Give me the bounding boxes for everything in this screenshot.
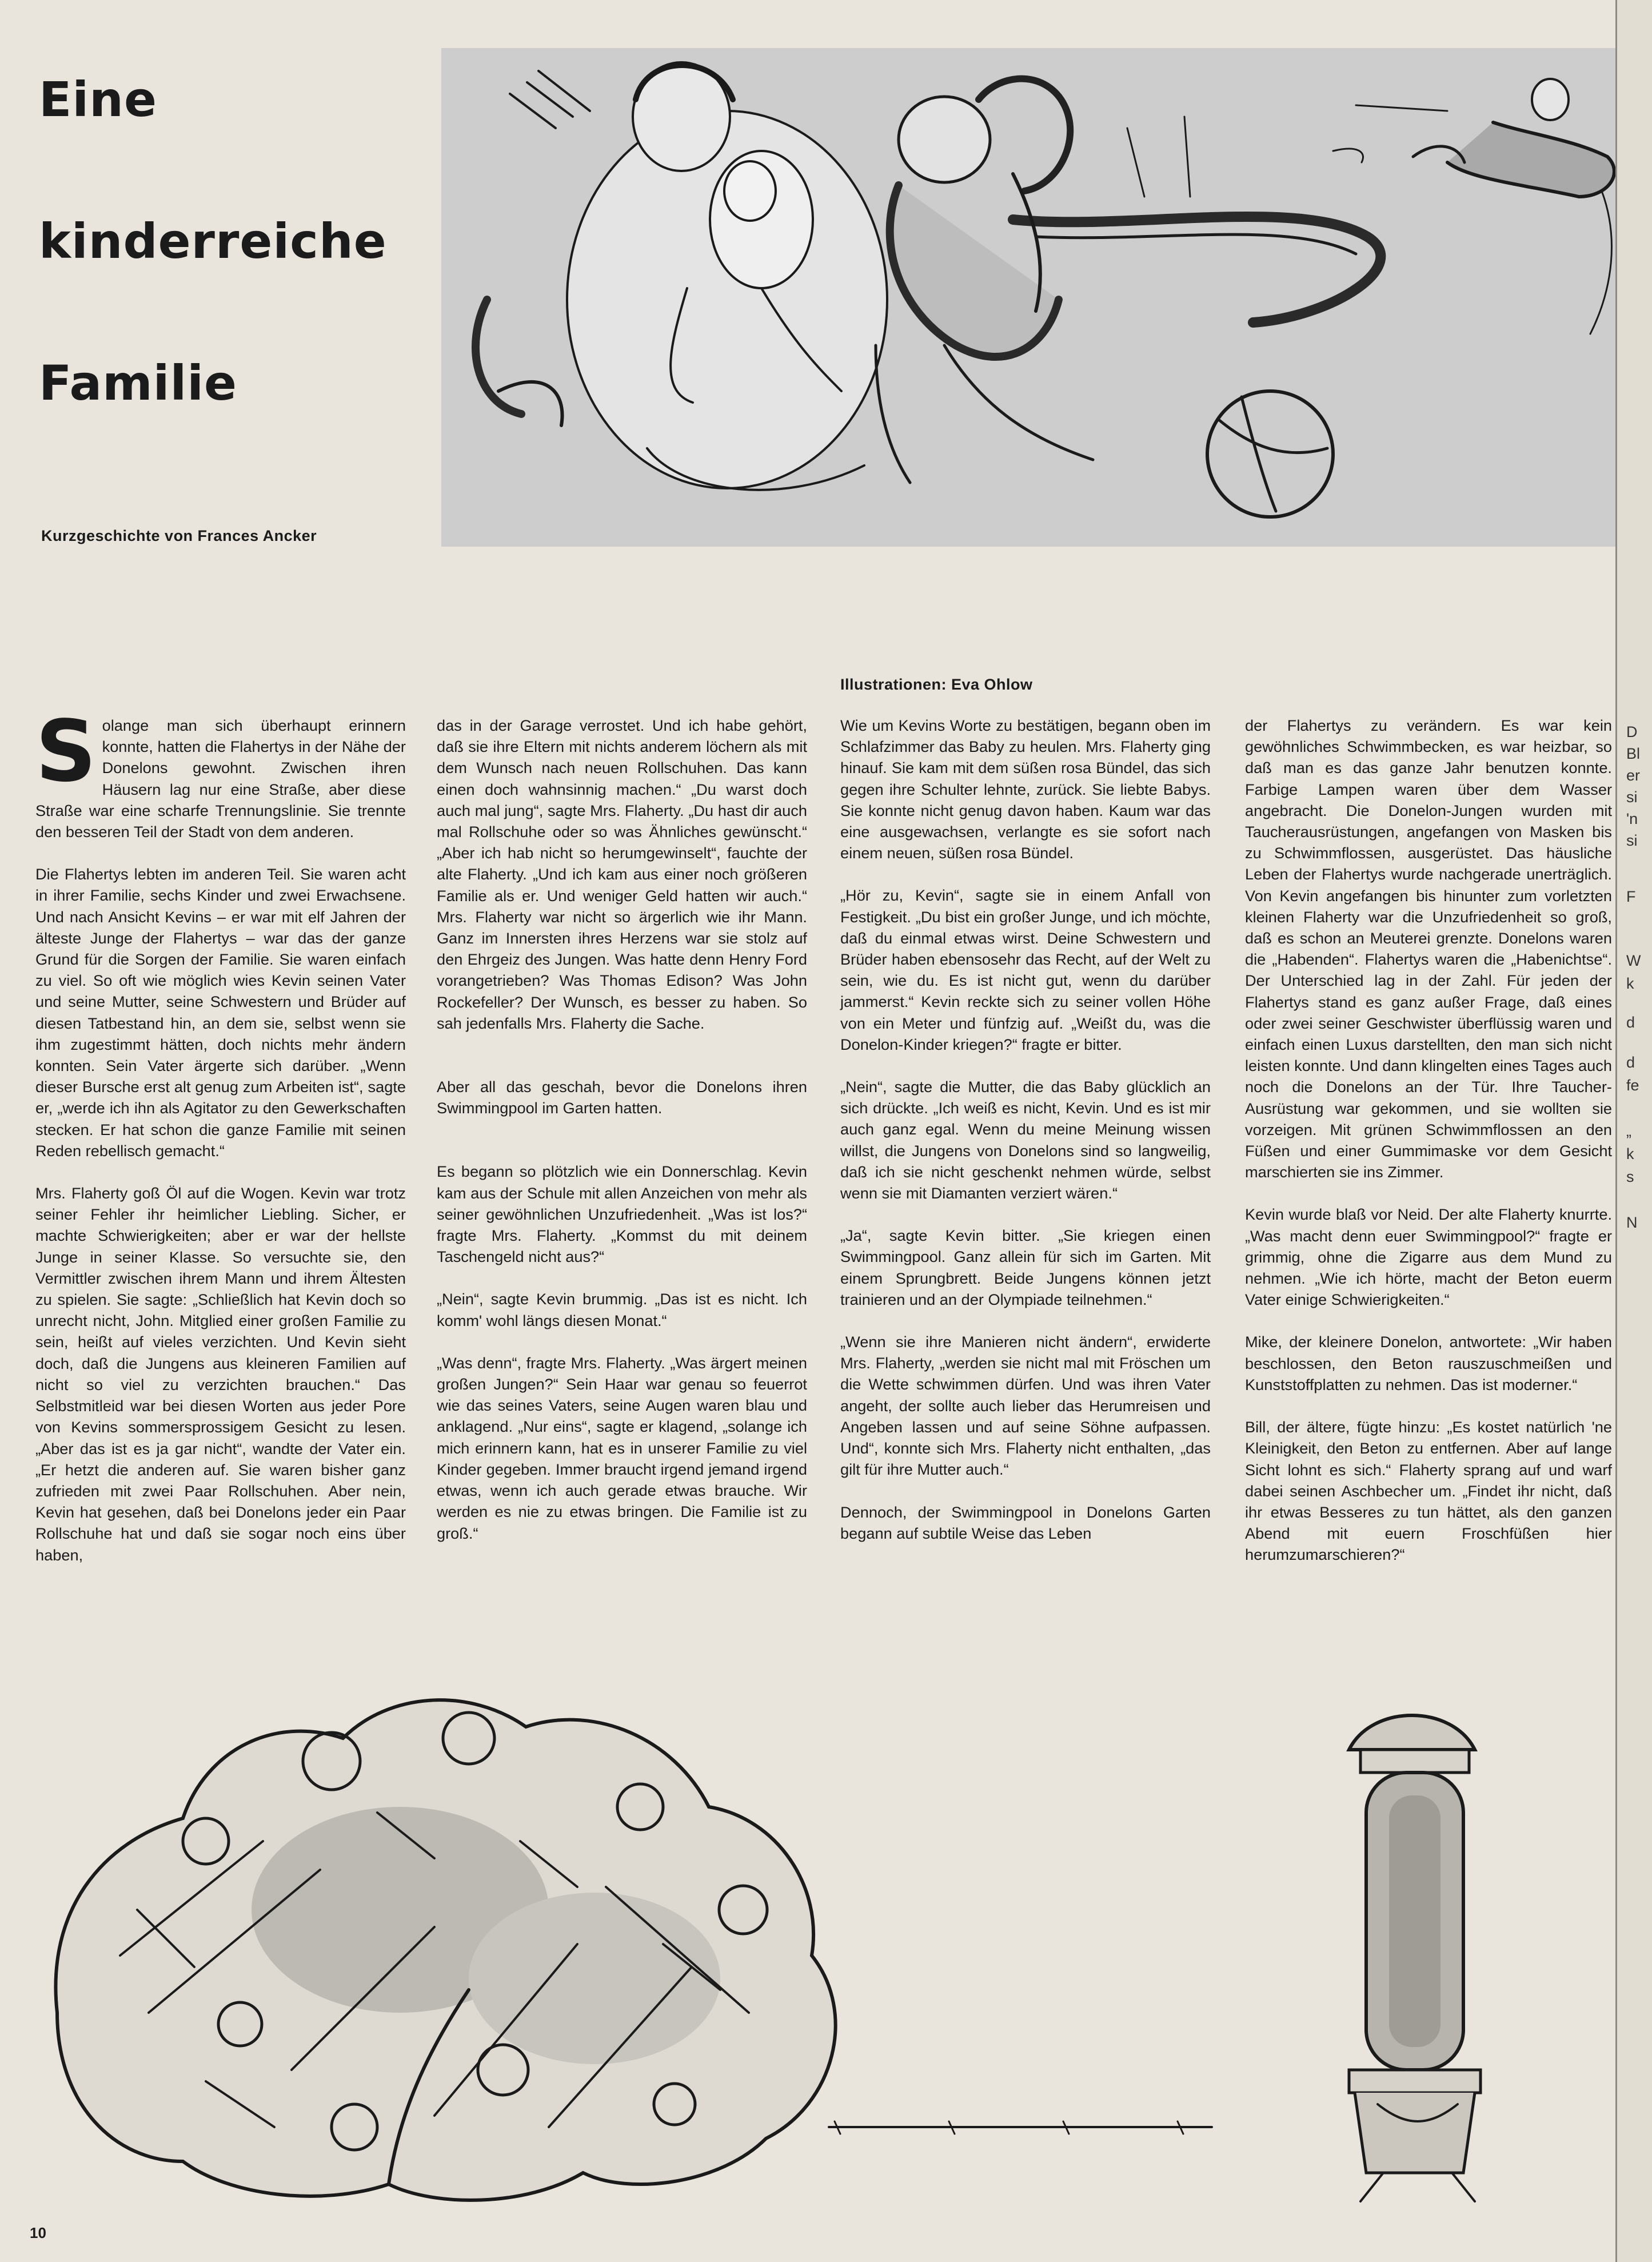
paragraph: Wie um Kevins Worte zu bestätigen, begann oben im Schlafzimmer das Baby zu heulen. Mrs. Flaherty ging hinauf. Sie kam mit dem süßen rosa Bündel, das sich gegen ihre Schulter lehnte, zurück. Sie liebte Babys. Sie konnte nicht genug davon haben. Kaum war das eine ausgewachsen, verlangte es sie sofort nach einem neuen, süßen rosa Bündel.	[840, 716, 1211, 862]
text-column-4	[1245, 715, 1612, 1587]
page-number: 10	[30, 2224, 46, 2241]
adjacent-page-fragment: fe	[1626, 1077, 1639, 1094]
headline	[39, 29, 405, 454]
text-column-1	[35, 702, 406, 1587]
paragraph: „Hör zu, Kevin“, sagte sie in einem Anfall von Festigkeit. „Du bist ein großer Junge, und ich möchte, daß du einmal etwas wirst. Deine Schwestern und Brüder haben ebensosehr das Recht, auf der Welt zu sein, wie du. Es ist nicht gut, wenn du darüber jammerst.“ Kevin reckte sich zu seiner vollen Höhe von ein Meter und fünfzig auf. „Weißt du, was die Donelon-Kinder kriegen?“ fragte er bitter.	[840, 886, 1211, 1053]
paragraph: das in der Garage verrostet. Und ich habe gehört, daß sie ihre Eltern mit nichts anderem löchern als mit dem Wunsch nach neuen Rollschuhen. Das kann einen doch wahnsinnig machen.“ „Du warst doch auch mal jung“, sagte Mrs. Flaherty. „Du hast dir auch mal Rollschuhe oder so was Ähnliches gewünscht.“ „Aber ich hab nicht so herumgewinselt“, fauchte der alte Flaherty. „Und ich kam aus einer noch größeren Familie als er. Und weniger Geld hatten wir auch.“ Mrs. Flaherty war nicht so ärgerlich wie ihr Mann. Ganz im Innersten ihres Herzens war sie stolz auf den Ehrgeiz des Jungen. Was hatte denn Henry Ford vorangetrieben? Was Thomas Edison? Was John Rockefeller? Der Wunsch, es besser zu haben. So sah jedenfalls Mrs. Flaherty die Sache.	[437, 716, 807, 1032]
adjacent-page-fragment: D	[1626, 723, 1638, 740]
adjacent-page-fragment: k	[1626, 1145, 1634, 1162]
paragraph: Mrs. Flaherty goß Öl auf die Wogen. Kevin war trotz seiner Fehler ihr heimlicher Liebling. Sicher, er machte Schwierigkeiten; aber er war der hellste Junge in seiner Klasse. So versuchte sie, den Vermittler zwischen ihrem Mann und ihrem Ältesten zu spielen. Sie sagte: „Schließlich hat Kevin doch so unrecht nicht, John. Mitglied einer großen Familie zu sein, heißt auf vieles verzichten. Und Kevin sieht doch, daß die Jungens aus kleineren Familien auf nicht so viel zu verzichten brauchen.“ Das Selbstmitleid war bei diesen Worten aus jeder Pore von Kevins sommersprossigem Gesicht zu lesen. „Aber das ist es ja gar nicht“, wandte der Vater ein. „Er hetzt die anderen auf. Sie waren bisher ganz zufrieden mit zwei Paar Rollschuhen. Aber nein, Kevin hat gesehen, daß bei Donelons jeder ein Paar Rollschuhe hat und daß sie sogar noch eins über haben,	[35, 1184, 406, 1564]
text-column-2	[437, 715, 807, 1565]
paragraph: „Wenn sie ihre Manieren nicht ändern“, erwiderte Mrs. Flaherty, „werden sie nicht mal mit Fröschen um die Wette schwimmen dürfen. Und was ihren Vater angeht, der sollte auch lieber das Herumreisen und Angeben lassen und auf seine Söhne aufpassen. Und“, konnte sich Mrs. Flaherty nicht enthalten, „das gilt für ihre Mutter auch.“	[840, 1333, 1211, 1479]
headline-line: Eine	[39, 71, 157, 128]
adjacent-page-fragment: k	[1626, 975, 1634, 992]
adjacent-page-fragment: d	[1626, 1014, 1635, 1031]
paragraph: olange man sich überhaupt erinnern konnte, hatten die Flahertys in der Nähe der Donelons gewohnt. Zwischen ihren Häusern lag nur eine Straße, aber diese Straße war eine scharfe Trennungslinie. Sie trennte den besseren Teil der Stadt von dem anderen.	[35, 716, 406, 841]
adjacent-page-fragment: er	[1626, 767, 1641, 784]
adjacent-page-fragment: si	[1626, 788, 1638, 806]
adjacent-page-fragment: Bl	[1626, 745, 1641, 762]
paragraph: Die Flahertys lebten im anderen Teil. Sie waren acht in ihrer Familie, sechs Kinder und zwei Erwachsene. Und nach Ansicht Kevins – er war mit elf Jahren der älteste Junge der Flahertys – war das der ganze Grund für die Sorgen der Familie. Sie waren einfach zu viel. So oft wie möglich wies Kevin seinen Vater und seine Mutter, seine Schwestern und Brüder auf diesen Tatbestand hin, an dem sie, selbst wenn sie ihm zugestimmt hätten, doch nichts mehr ändern konnten. Sein Vater ärgerte sich darüber. „Wenn dieser Bursche erst alt genug zum Arbeiten ist“, sagte er, „werde ich ihn als Agitator zu den Gewerkschaften stecken. Er hat schon die ganze Familie mit seinen Reden rebellisch gemacht.“	[35, 865, 406, 1160]
author-byline: Kurzgeschichte von Frances Ancker	[41, 527, 317, 544]
headline-line: kinderreiche	[39, 213, 387, 269]
paragraph: „Nein“, sagte Kevin brummig. „Das ist es nicht. Ich komm' wohl längs diesen Monat.“	[437, 1290, 807, 1329]
adjacent-page-fragment: 'n	[1626, 810, 1638, 827]
paragraph: Dennoch, der Swimmingpool in Donelons Garten begann auf subtile Weise das Leben	[840, 1503, 1211, 1542]
adjacent-page-fragment: „	[1626, 1122, 1631, 1140]
paragraph: „Ja“, sagte Kevin bitter. „Sie kriegen einen Swimmingpool. Ganz allein für sich im Garten. Mit einem Sprungbrett. Beide Jungens können jetzt trainieren und an der Olympiade teilnehmen.“	[840, 1226, 1211, 1308]
paragraph: Kevin wurde blaß vor Neid. Der alte Flaherty knurrte. „Was macht denn euer Swimmingpool?“ fragte er grimmig, ohne die Zigarre aus dem Mund zu nehmen. „Wie ich hörte, macht der Beton euerm Vater einige Schwierigkeiten.“	[1245, 1205, 1612, 1309]
family-illustration	[441, 48, 1652, 547]
paragraph: Bill, der ältere, fügte hinzu: „Es kostet natürlich 'ne Kleinigkeit, den Beton zu entfernen. Aber auf lange Sicht lohnt es sich.“ Flaherty sprang auf und warf dabei seinen Aschbecher um. „Findet ihr nicht, daß ihr etwas Besseres zu tun hättet, als den ganzen Abend mit euern Froschfüßen hier herumzumarschieren?“	[1245, 1418, 1612, 1564]
paragraph: „Nein“, sagte die Mutter, die das Baby glücklich an sich drückte. „Ich weiß es nicht, Kevin. Und es ist mir auch ganz egal. Wenn du meine Meinung wissen willst, die Jungens von Donelons sind so langweilig, daß ich sie nicht geschenkt nehmen würde, selbst wenn sie mit Diamanten verziert wären.“	[840, 1078, 1211, 1202]
adjacent-page-fragment: N	[1626, 1214, 1638, 1231]
paragraph: Es begann so plötzlich wie ein Donnerschlag. Kevin kam aus der Schule mit allen Anzeichen von mehr als seiner gewöhnlichen Unzufriedenheit. „Was ist los?“ fragte Mrs. Flaherty. „Kommst du mit deinem Taschengeld nicht aus?“	[437, 1162, 807, 1266]
adjacent-page-fragment: s	[1626, 1168, 1634, 1185]
adjacent-page-fragment: si	[1626, 832, 1638, 849]
drop-cap: S	[35, 702, 97, 801]
paragraph: Mike, der kleinere Donelon, antwortete: „Wir haben beschlossen, den Beton rauszuschmeißen und Kunststoffplatten zu nehmen. Das ist moderner.“	[1245, 1333, 1612, 1393]
adjacent-page-fragment: d	[1626, 1054, 1635, 1071]
garden-illustration	[34, 1670, 1652, 2219]
adjacent-page-edge	[1615, 0, 1652, 2262]
paragraph: der Flahertys zu verändern. Es war kein gewöhnliches Schwimmbecken, es war heizbar, so daß man es das ganze Jahr benutzen konnte. Farbige Lampen waren über dem Wasser angebracht. Die Donelon-Jungen wurden mit Taucherausrüstungen, angefangen von Masken bis zu Schwimmflossen, ausgerüstet. Das häusliche Leben der Flahertys wurde nachgerade unerträglich. Von Kevin angefangen bis hinunter zum vorletzten kleinen Flaherty war die Unzufriedenheit so groß, daß es schon an Meuterei grenzte. Donelons waren die „Habenden“. Flahertys waren die „Habenichtse“. Der Unterschied lag in der Zahl. Für jeden der Flahertys stand es ganz außer Frage, daß eines oder zwei seiner Geschwister überflüssig waren und einfach einen Luxus darstellten, den man sich nicht leisten konnte. Und dann klingelten eines Tages auch noch die Donelons an der Tür. Ihre Taucher-Ausrüstung war gekommen, und sie wollten sie vorzeigen. Mit grünen Schwimmflossen an den Füßen und einer Gummimaske vor dem Gesicht marschierten sie ins Zimmer.	[1245, 716, 1612, 1181]
adjacent-page-fragment: W	[1626, 952, 1641, 969]
text-column-3	[840, 715, 1211, 1565]
paragraph: „Was denn“, fragte Mrs. Flaherty. „Was ärgert meinen großen Jungen?“ Sein Haar war genau so feuerrot wie das seines Vaters, seine Augen waren blau und anklagend. „Nur eins“, sagte er klagend, „solange ich mich erinnern kann, hat es in unserer Familie zu viel Kinder gegeben. Immer braucht irgend jemand irgend etwas, wenn ich auch gerade etwas brauche. Wir werden es nie zu etwas bringen. Die Familie ist zu groß.“	[437, 1353, 807, 1542]
paragraph: Aber all das geschah, bevor die Donelons ihren Swimmingpool im Garten hatten.	[437, 1078, 807, 1117]
headline-line: Familie	[39, 355, 238, 411]
adjacent-page-fragment: F	[1626, 888, 1636, 905]
illustration-credit: Illustrationen: Eva Ohlow	[840, 676, 1033, 693]
